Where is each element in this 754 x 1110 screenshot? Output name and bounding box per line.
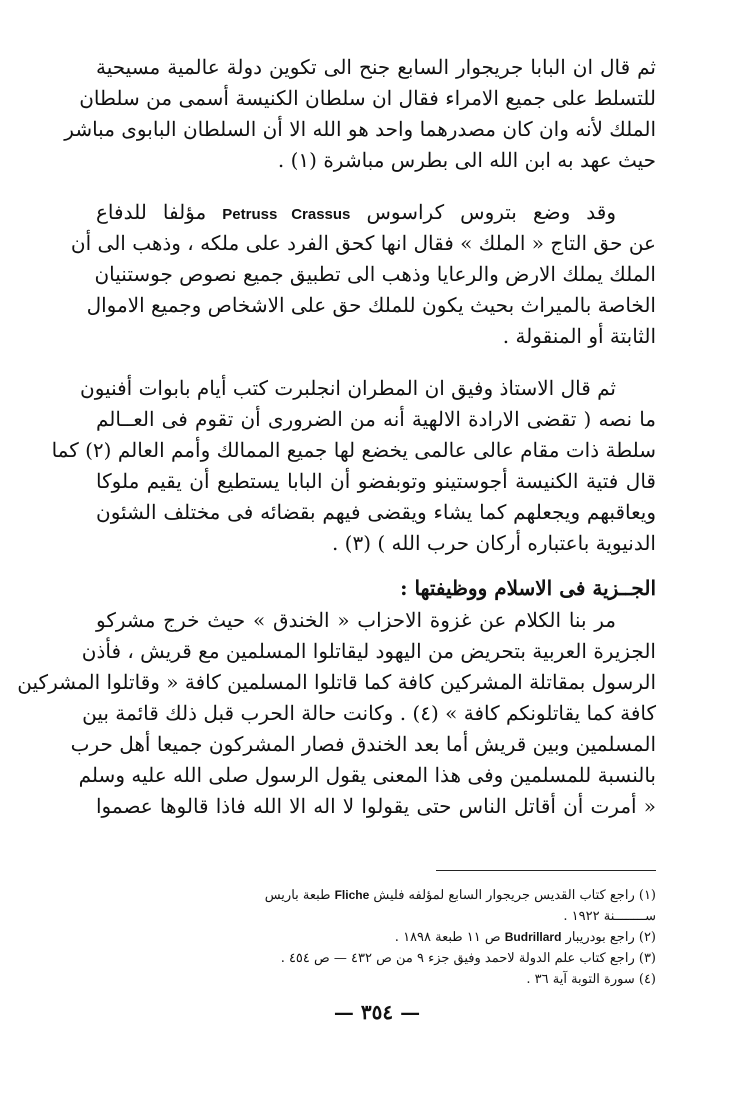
footnote-4: (٤) سورة التوبة آية ٣٦ . [526, 972, 656, 987]
text-line: ثم قال الاستاذ وفيق ان المطران انجلبرت كتب أيام بابوات أفنيون [80, 376, 616, 400]
main-text [17, 52, 656, 822]
latin-name: Budrillard [504, 930, 562, 944]
footnote-text: طبعة باريس [264, 888, 331, 903]
page-number: — ٣٥٤ — [333, 1000, 421, 1024]
footnote-text: (١) راجع كتاب القديس جريجوار السابع لمؤلفه فليش [373, 888, 656, 903]
text-line: كافة كما يقاتلونكم كافة » (٤) . وكانت حالة الحرب قبل ذلك قائمة بين [82, 701, 656, 725]
text-line: ويعاقبهم ويجعلهم كما يشاء ويقضى فيهم بقضائه فى مختلف الشئون [96, 500, 656, 524]
footnotes [96, 885, 656, 990]
text-line: قال فتية الكنيسة أجوستينو وتوبفضو أن البابا يستطيع أن يقيم ملوكا [96, 469, 656, 493]
latin-name: Petruss Crassus [222, 206, 351, 223]
text-line: حيث عهد به ابن الله الى بطرس مباشرة (١) . [277, 148, 656, 172]
text-line: ثم قال ان البابا جريجوار السابع جنح الى تكوين دولة عالمية مسيحية [96, 55, 656, 79]
text-line: عن حق التاج « الملك » فقال انها كحق الفرد على ملكه ، وذهب الى أن [70, 231, 656, 255]
text-line: الجزيرة العربية بتحريض من اليهود ليقاتلوا المسلمين مع قريش ، فأذن [81, 639, 656, 663]
footnote-divider [436, 870, 656, 871]
text-segment: وقد وضع بتروس كراسوس [366, 200, 617, 224]
text-line: ما نصه ( تقضى الارادة الالهية أنه من الضرورى أن تقوم فى العــالم [96, 407, 656, 431]
text-line: الخاصة بالميراث بحيث يكون للملك حق على الاشخاص وجميع الاموال [86, 293, 656, 317]
text-line: المسلمين وبين قريش أما بعد الخندق فصار المشركون جميعا أهل حرب [70, 732, 656, 756]
text-line: بالنسبة للمسلمين وفى هذا المعنى يقول الرسول صلى الله عليه وسلم [78, 763, 656, 787]
section-heading: الجــزية فى الاسلام ووظيفتها : [400, 576, 656, 600]
footnote-1 [96, 885, 656, 906]
text-line: سلطة ذات مقام عالى عالمى يخضع لها جميع الممالك وأمم العالم (٢) كما [51, 438, 656, 462]
text-segment: مؤلفا للدفاع [96, 200, 207, 224]
latin-name: Fliche [334, 888, 370, 902]
text-line [96, 197, 656, 228]
text-line: الرسول بمقاتلة المشركين كافة كما قاتلوا المسلمين كافة « وقاتلوا المشركين [17, 670, 656, 694]
text-line: « أمرت أن أقاتل الناس حتى يقولوا لا اله الا الله فاذا قالوها عصموا [96, 794, 656, 818]
text-line: الملك لأنه وان كان مصدرهما واحد هو الله الا أن السلطان البابوى مباشر [64, 117, 656, 141]
footnote-text: ص ١١ طبعة ١٨٩٨ . [394, 930, 501, 945]
text-line: الدنيوية باعتباره أركان حرب الله ) (٣) . [331, 531, 656, 555]
text-line: الملك يملك الارض والرعايا وذهب الى تطبيق جميع نصوص جوستنيان [94, 262, 656, 286]
text-line: للتسلط على جميع الامراء فقال ان سلطان الكنيسة أسمى من سلطان [79, 86, 656, 110]
text-line: الثابتة أو المنقولة . [502, 324, 656, 348]
footnote-3: (٣) راجع كتاب علم الدولة لاحمد وفيق جزء ٩ من ص ٤٣٢ — ص ٤٥٤ . [280, 951, 656, 966]
footnote-text: (٢) راجع بودريبار [565, 930, 656, 945]
footnote-1-cont: ســــــــنة ١٩٢٢ . [563, 909, 656, 924]
footnote-2 [96, 927, 656, 948]
text-line: مر بنا الكلام عن غزوة الاحزاب « الخندق » حيث خرج مشركو [96, 608, 616, 632]
